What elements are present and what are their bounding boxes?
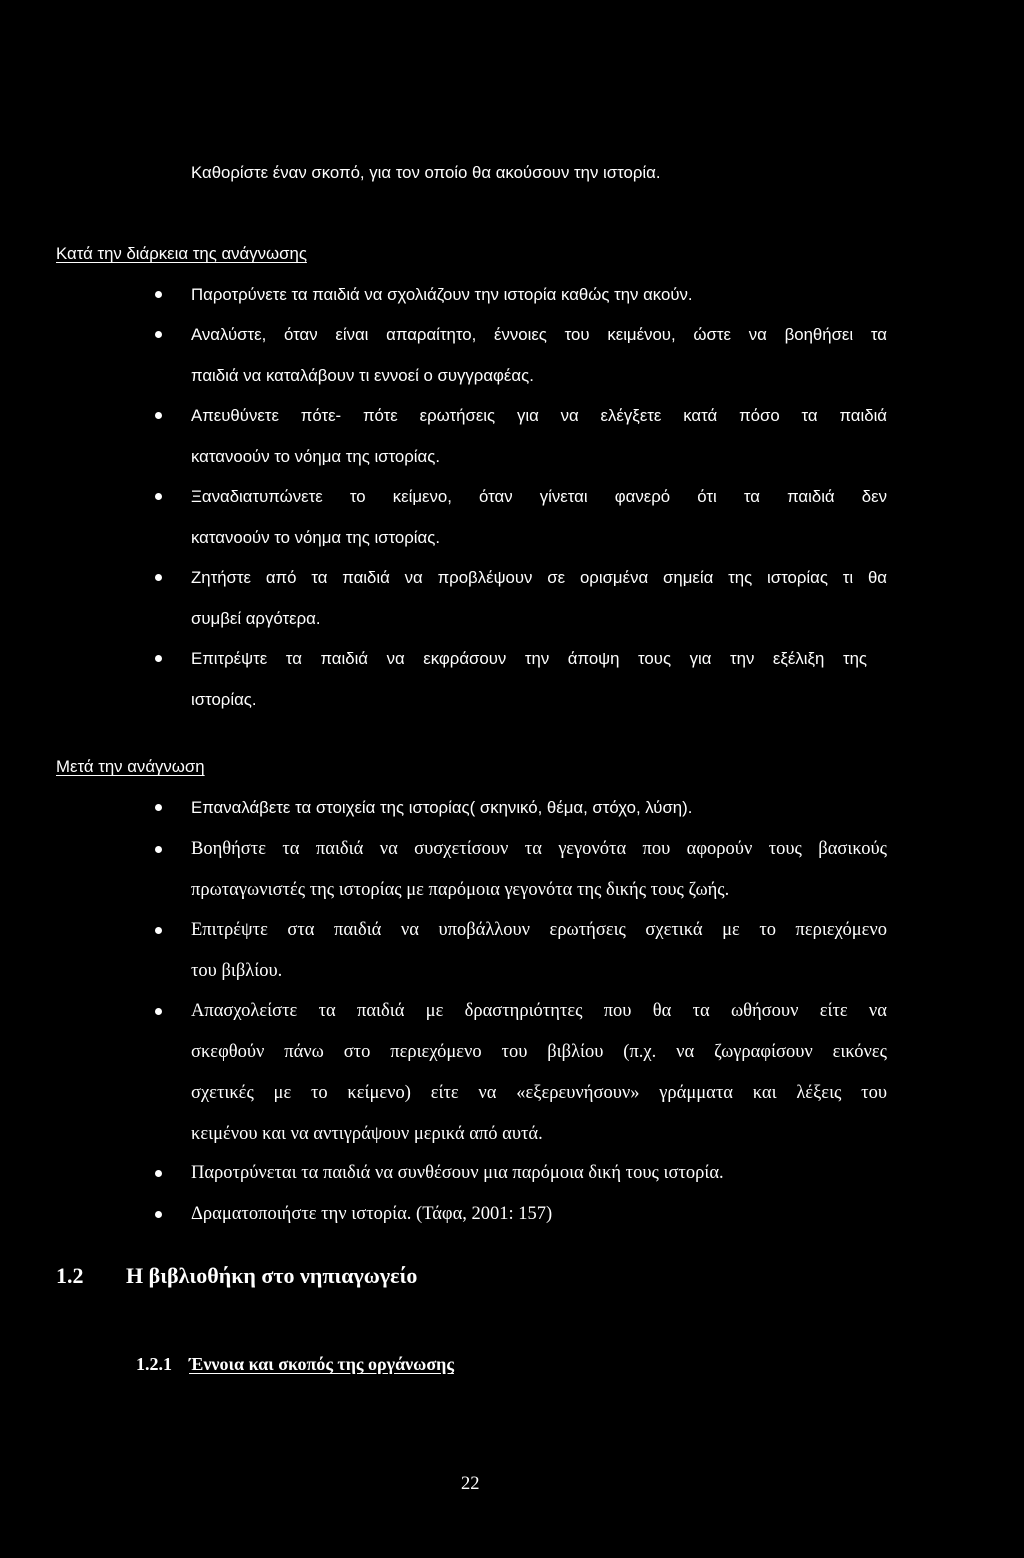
list-item: Βοηθήστε τα παιδιά να συσχετίσουν τα γεγονότα που αφορούν τους βασικούς (191, 839, 887, 859)
list-item: Παροτρύνεται τα παιδιά να συνθέσουν μια παρόμοια δική τους ιστορία. (191, 1163, 724, 1183)
bullet-icon (155, 1211, 162, 1218)
list-item: Ζητήστε από τα παιδιά να προβλέψουν σε ορισμένα σημεία της ιστορίας τι θα (191, 568, 887, 587)
list-item-continuation: συμβεί αργότερα. (191, 609, 321, 628)
bullet-icon (155, 927, 162, 934)
list-item-continuation: πρωταγωνιστές της ιστορίας με παρόμοια γεγονότα της δικής τους ζωής. (191, 880, 730, 900)
section-heading (56, 1265, 84, 1287)
list-item-continuation: του βιβλίου. (191, 961, 283, 981)
list-item: Αναλύστε, όταν είναι απαραίτητο, έννοιες του κειμένου, ώστε να βοηθήσει τα (191, 325, 887, 344)
list-item: Απευθύνετε πότε- πότε ερωτήσεις για να ελέγξετε κατά πόσο τα παιδιά (191, 406, 887, 425)
list-item-continuation: κατανοούν το νόημα της ιστορίας. (191, 447, 440, 466)
bullet-icon (155, 574, 162, 581)
bullet-icon (155, 291, 162, 298)
page-number: 22 (461, 1474, 480, 1494)
after-reading-heading: Μετά την ανάγνωση (56, 757, 205, 776)
subsection-title: Έννοια και σκοπός της οργάνωσης (189, 1354, 454, 1374)
during-reading-heading: Κατά την διάρκεια της ανάγνωσης (56, 244, 307, 263)
section-title: Η βιβλιοθήκη στο νηπιαγωγείο (126, 1263, 418, 1288)
bullet-icon (155, 1170, 162, 1177)
bullet-icon (155, 655, 162, 662)
list-item-continuation: κατανοούν το νόημα της ιστορίας. (191, 528, 440, 547)
list-item: Επιτρέψτε στα παιδιά να υποβάλλουν ερωτήσεις σχετικά με το περιεχόμενο (191, 920, 887, 940)
intro-line: Καθορίστε έναν σκοπό, για τον οποίο θα ακούσουν την ιστορία. (191, 163, 661, 182)
list-item: Ξαναδιατυπώνετε το κείμενο, όταν γίνεται φανερό ότι τα παιδιά δεν (191, 487, 887, 506)
list-item-continuation: ιστορίας. (191, 690, 257, 709)
bullet-icon (155, 412, 162, 419)
list-item-continuation: σκεφθούν πάνω στο περιεχόμενο του βιβλίου (π.χ. να ζωγραφίσουν εικόνες (191, 1042, 887, 1062)
subsection-number: 1.2.1 (136, 1354, 172, 1374)
bullet-icon (155, 846, 162, 853)
bullet-icon (155, 493, 162, 500)
list-item-continuation: σχετικές με το κείμενο) είτε να «εξερευνήσουν» γράμματα και λέξεις του (191, 1083, 887, 1103)
section-number: 1.2 (56, 1263, 84, 1288)
list-item-continuation: παιδιά να καταλάβουν τι εννοεί ο συγγραφέας. (191, 366, 534, 385)
list-item: Απασχολείστε τα παιδιά με δραστηριότητες που θα τα ωθήσουν είτε να (191, 1001, 887, 1021)
list-item-continuation: κειμένου και να αντιγράψουν μερικά από αυτά. (191, 1124, 543, 1144)
bullet-icon (155, 331, 162, 338)
list-item: Δραματοποιήστε την ιστορία. (Τάφα, 2001: 157) (191, 1204, 553, 1224)
list-item: Παροτρύνετε τα παιδιά να σχολιάζουν την ιστορία καθώς την ακούν. (191, 285, 693, 304)
bullet-icon (155, 1008, 162, 1015)
list-item: Επαναλάβετε τα στοιχεία της ιστορίας( σκηνικό, θέμα, στόχο, λύση). (191, 798, 693, 817)
bullet-icon (155, 804, 162, 811)
list-item: Επιτρέψτε τα παιδιά να εκφράσουν την άποψη τους για την εξέλιξη της (191, 649, 867, 668)
